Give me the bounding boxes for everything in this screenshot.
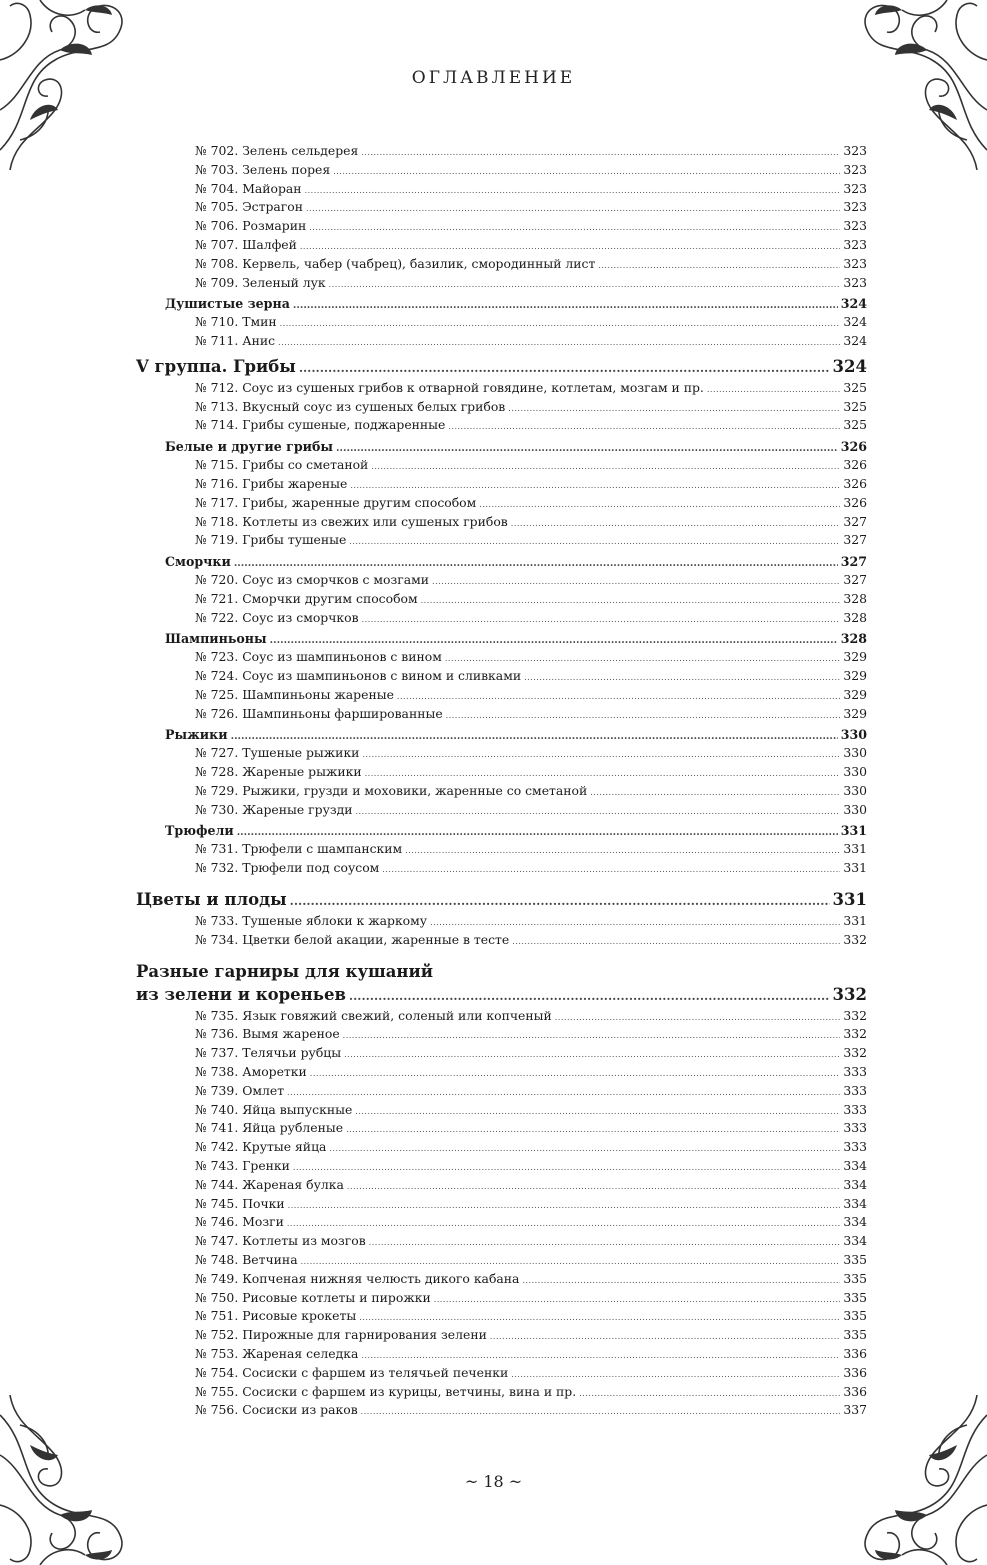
toc-page-number: 326: [843, 494, 867, 510]
toc-entry[interactable]: [136, 475, 867, 494]
dot-leader: [278, 334, 840, 353]
toc-entry[interactable]: [136, 801, 867, 820]
toc-page-number: 329: [843, 649, 867, 665]
toc-entry[interactable]: [136, 744, 867, 763]
dot-leader: [290, 889, 830, 913]
dot-leader: [362, 746, 840, 765]
toc-entry[interactable]: [136, 1138, 867, 1157]
dot-leader: [336, 439, 838, 458]
toc-entry[interactable]: [136, 840, 867, 859]
toc-subsection[interactable]: [136, 437, 867, 456]
dot-leader: [362, 611, 841, 630]
toc-entry-label: № 738. Аморетки: [195, 1064, 307, 1080]
toc-page-number: 324: [832, 356, 867, 376]
toc-page-number: 332: [843, 1026, 867, 1042]
toc-entry-label: № 756. Сосиски из раков: [195, 1402, 358, 1418]
dot-leader: [306, 200, 840, 219]
toc-entry[interactable]: [136, 705, 867, 724]
toc-entry[interactable]: [136, 1364, 867, 1383]
toc-page-number: 335: [843, 1270, 867, 1286]
dot-leader: [382, 861, 840, 880]
toc-page-number: 335: [843, 1252, 867, 1267]
toc-subsection-label: Сморчки: [165, 553, 231, 569]
toc-entry[interactable]: [136, 161, 867, 180]
toc-entry-label: № 733. Тушеные яблоки к жаркому: [195, 913, 428, 929]
toc-page-number: 333: [843, 1064, 867, 1080]
toc-entry-label: № 707. Шалфей: [195, 236, 297, 252]
toc-entry[interactable]: [136, 531, 867, 550]
toc-entry-label: № 717. Грибы, жаренные другим способом: [195, 494, 477, 510]
dot-leader: [287, 1084, 840, 1103]
toc-entry[interactable]: [136, 1119, 867, 1138]
dot-leader: [355, 1103, 840, 1122]
toc-entry[interactable]: [136, 1401, 867, 1420]
toc-entry-label: № 750. Рисовые котлеты и пирожки: [195, 1289, 431, 1305]
dot-leader: [524, 669, 840, 688]
dot-leader: [346, 1121, 840, 1140]
toc-page-number: 332: [843, 1007, 867, 1023]
toc-entry-label: № 714. Грибы сушеные, поджаренные: [195, 417, 446, 433]
dot-leader: [347, 1178, 840, 1197]
toc-group-label: V группа. Грибы: [136, 356, 296, 376]
toc-entry[interactable]: [136, 1232, 867, 1251]
toc-entry-label: № 739. Омлет: [195, 1082, 285, 1098]
toc-entry-label: № 754. Сосиски с фаршем из телячьей печенки: [195, 1364, 509, 1380]
toc-subsection[interactable]: [136, 552, 867, 571]
toc-page-number: 330: [843, 745, 867, 761]
toc-page-number: 336: [843, 1383, 867, 1399]
toc-page-number: 335: [843, 1289, 867, 1305]
toc-page-number: 323: [843, 180, 867, 196]
toc-page-number: 331: [843, 860, 867, 876]
toc-entry[interactable]: [136, 1251, 867, 1270]
dot-leader: [371, 458, 840, 477]
toc-entry[interactable]: [136, 1082, 867, 1101]
toc-group[interactable]: [136, 888, 867, 912]
dot-leader: [287, 1215, 840, 1234]
toc-page-number: 323: [843, 274, 867, 290]
toc-page-number: 323: [843, 199, 867, 215]
recipe-list: [136, 648, 867, 723]
dot-leader: [333, 163, 840, 182]
toc-page-number: 333: [843, 1120, 867, 1136]
toc-subsection-label: Рыжики: [165, 726, 228, 742]
recipe-list: [136, 912, 867, 950]
toc-entry-label: № 742. Крутые яйца: [195, 1139, 327, 1155]
toc-page-number: 325: [843, 417, 867, 433]
toc-page-number: 331: [843, 841, 867, 857]
toc-entry[interactable]: [136, 456, 867, 475]
toc-entry-label: № 740. Яйца выпускные: [195, 1101, 353, 1117]
toc-entry-label: № 736. Вымя жареное: [195, 1026, 340, 1042]
dot-leader: [522, 1272, 840, 1291]
toc-entry-label: № 737. Телячьи рубцы: [195, 1045, 342, 1061]
toc-page-number: 337: [843, 1402, 867, 1418]
toc-entry[interactable]: [136, 180, 867, 199]
toc-entry-label: № 710. Тмин: [195, 314, 277, 330]
dot-leader: [448, 418, 840, 437]
toc-group[interactable]: [136, 355, 867, 379]
dot-leader: [343, 1027, 841, 1046]
toc-entry-label: № 727. Тушеные рыжики: [195, 745, 360, 761]
toc-subsection[interactable]: [136, 821, 867, 840]
toc-entry[interactable]: [136, 1101, 867, 1120]
toc-entry-label: № 748. Ветчина: [195, 1252, 298, 1267]
toc-entry-label: № 731. Трюфели с шампанским: [195, 841, 403, 857]
toc-entry[interactable]: [136, 590, 867, 609]
toc-entry-label: № 719. Грибы тушеные: [195, 532, 347, 548]
dot-leader: [598, 257, 840, 276]
dot-leader: [309, 219, 840, 238]
toc-page-number: 329: [843, 686, 867, 702]
recipe-list: [136, 313, 867, 351]
toc-page-number: 324: [843, 314, 867, 330]
recipe-list: [136, 379, 867, 435]
toc-entry[interactable]: [136, 931, 867, 950]
toc-entry[interactable]: [136, 513, 867, 532]
toc-entry[interactable]: [136, 1289, 867, 1308]
dot-leader: [707, 381, 840, 400]
toc-page-number: 331: [840, 823, 867, 839]
toc-subsection-label: Трюфели: [165, 823, 234, 839]
toc-page-number: 334: [843, 1158, 867, 1174]
toc-subsection[interactable]: [136, 294, 867, 313]
recipe-list: [136, 840, 867, 878]
dot-leader: [490, 1328, 840, 1347]
toc-entry-label: № 730. Жареные грузди: [195, 801, 353, 817]
toc-entry[interactable]: [136, 255, 867, 274]
toc-entry[interactable]: [136, 1176, 867, 1195]
toc-entry-label: № 708. Кервель, чабер (чабрец), базилик, смородинный лист: [195, 255, 596, 271]
dot-leader: [369, 1234, 841, 1253]
page-title: ОГЛАВЛЕНИЕ: [411, 68, 576, 88]
table-of-contents: [136, 142, 867, 1420]
toc-entry-label: № 752. Пирожные для гарнирования зелени: [195, 1327, 487, 1343]
dot-leader: [479, 496, 840, 515]
toc-entry[interactable]: [136, 416, 867, 435]
toc-entry-label: № 741. Яйца рубленые: [195, 1120, 344, 1136]
toc-entry-label: № 734. Цветки белой акации, жаренные в тесте: [195, 931, 510, 947]
toc-page-number: 327: [843, 532, 867, 548]
toc-group-label[interactable]: Разные гарниры для кушаний: [136, 961, 433, 981]
toc-entry-label: № 728. Жареные рыжики: [195, 764, 362, 780]
toc-page-number: 334: [843, 1233, 867, 1249]
dot-leader: [397, 688, 840, 707]
toc-entry[interactable]: [136, 198, 867, 217]
dot-leader: [293, 296, 838, 315]
toc-entry-label: № 744. Жареная булка: [195, 1176, 344, 1192]
toc-page-number: 334: [843, 1214, 867, 1230]
toc-page-number: 327: [843, 572, 867, 588]
toc-page-number: 326: [840, 438, 867, 454]
toc-page-number: 330: [840, 726, 867, 742]
toc-page-number: 330: [843, 782, 867, 798]
toc-entry[interactable]: [136, 1007, 867, 1026]
toc-entry[interactable]: [136, 332, 867, 351]
toc-page-number: 325: [843, 398, 867, 414]
toc-entry-label: № 751. Рисовые крокеты: [195, 1308, 357, 1324]
toc-entry[interactable]: [136, 274, 867, 293]
toc-page-number: 323: [843, 143, 867, 158]
dot-leader: [280, 315, 841, 334]
toc-entry-label: № 705. Эстрагон: [195, 199, 303, 215]
dot-leader: [405, 842, 840, 861]
toc-entry[interactable]: [136, 782, 867, 801]
toc-group-label: из зелени и кореньев: [136, 984, 346, 1004]
toc-entry-label: № 724. Соус из шампиньонов с вином и сливками: [195, 668, 522, 684]
dot-leader: [299, 356, 830, 380]
recipe-list: [136, 1007, 867, 1421]
dot-leader: [349, 984, 830, 1008]
toc-entry-label: № 715. Грибы со сметаной: [195, 457, 369, 473]
toc-entry-label: № 755. Сосиски с фаршем из курицы, ветчины, вина и пр.: [195, 1383, 577, 1399]
toc-entry[interactable]: [136, 494, 867, 513]
recipe-list: [136, 142, 867, 292]
dot-leader: [421, 592, 841, 611]
recipe-list: [136, 744, 867, 819]
toc-group-label: Цветы и плоды: [136, 890, 287, 910]
toc-page-number: 332: [843, 1045, 867, 1061]
dot-leader: [590, 784, 840, 803]
toc-page-number: 327: [843, 513, 867, 529]
toc-entry-label: № 720. Соус из сморчков с мозгами: [195, 572, 430, 588]
toc-entry-label: № 732. Трюфели под соусом: [195, 860, 380, 876]
dot-leader: [446, 707, 841, 726]
dot-leader: [288, 1197, 841, 1216]
toc-page-number: 331: [843, 913, 867, 929]
toc-entry-label: № 721. Сморчки другим способом: [195, 590, 418, 606]
toc-page-number: 323: [843, 161, 867, 177]
recipe-list: [136, 456, 867, 550]
dot-leader: [293, 1159, 840, 1178]
dot-leader: [512, 933, 840, 952]
toc-page-number: 330: [843, 764, 867, 780]
toc-entry[interactable]: [136, 1270, 867, 1289]
toc-entry[interactable]: [136, 648, 867, 667]
toc-entry-label: № 726. Шампиньоны фаршированные: [195, 705, 443, 721]
toc-entry[interactable]: [136, 1383, 867, 1402]
toc-entry-label: № 713. Вкусный соус из сушеных белых грибов: [195, 398, 506, 414]
toc-page-number: 323: [843, 236, 867, 252]
toc-page-number: 336: [843, 1345, 867, 1361]
toc-page-number: 327: [840, 553, 867, 569]
dot-leader: [329, 1140, 840, 1159]
toc-subsection[interactable]: [136, 725, 867, 744]
toc-entry-label: № 753. Жареная селедка: [195, 1345, 359, 1361]
dot-leader: [329, 276, 841, 295]
dot-leader: [361, 1403, 841, 1422]
dot-leader: [344, 1046, 840, 1065]
recipe-list: [136, 571, 867, 627]
toc-page-number: 334: [843, 1195, 867, 1211]
toc-entry[interactable]: [136, 1044, 867, 1063]
toc-entry[interactable]: [136, 236, 867, 255]
toc-page-number: 332: [832, 984, 867, 1004]
toc-entry-label: № 743. Гренки: [195, 1158, 290, 1174]
toc-entry-label: № 712. Соус из сушеных грибов к отварной говядине, котлетам, мозгам и пр.: [195, 379, 704, 395]
dot-leader: [356, 803, 841, 822]
toc-entry-label: № 725. Шампиньоны жареные: [195, 686, 394, 702]
dot-leader: [579, 1385, 840, 1404]
dot-leader: [555, 1009, 841, 1028]
toc-page-number: 329: [843, 705, 867, 721]
toc-page-number: 324: [840, 295, 867, 311]
dot-leader: [508, 400, 840, 419]
page-number: ~ 18 ~: [464, 1472, 523, 1491]
toc-entry-label: № 749. Копченая нижняя челюсть дикого кабана: [195, 1270, 520, 1286]
toc-entry-label: № 704. Майоран: [195, 180, 302, 196]
toc-subsection-label: Белые и другие грибы: [165, 438, 334, 454]
toc-entry[interactable]: [136, 912, 867, 931]
toc-page-number: 329: [843, 668, 867, 684]
dot-leader: [434, 1291, 841, 1310]
toc-entry-label: № 729. Рыжики, грузди и моховики, жаренные со сметаной: [195, 782, 588, 798]
toc-entry[interactable]: [136, 1326, 867, 1345]
toc-page-number: 325: [843, 379, 867, 395]
toc-page-number: 335: [843, 1327, 867, 1343]
dot-leader: [361, 144, 840, 163]
toc-entry-label: № 706. Розмарин: [195, 218, 307, 234]
toc-entry[interactable]: [136, 1345, 867, 1364]
toc-page-number: 323: [843, 255, 867, 271]
toc-entry-label: № 709. Зеленый лук: [195, 274, 326, 290]
toc-entry[interactable]: [136, 1157, 867, 1176]
dot-leader: [432, 573, 840, 592]
toc-entry[interactable]: [136, 398, 867, 417]
toc-entry[interactable]: [136, 763, 867, 782]
toc-entry-label: № 747. Котлеты из мозгов: [195, 1233, 366, 1249]
toc-page-number: 334: [843, 1176, 867, 1192]
toc-entry-label: № 722. Соус из сморчков: [195, 609, 359, 625]
toc-page-number: 323: [843, 218, 867, 234]
toc-entry[interactable]: [136, 1195, 867, 1214]
toc-page-number: 331: [832, 890, 867, 910]
toc-entry-label: № 745. Почки: [195, 1195, 285, 1211]
toc-entry-label: № 711. Анис: [195, 333, 276, 349]
toc-entry[interactable]: [136, 142, 867, 161]
dot-leader: [511, 515, 841, 534]
toc-entry[interactable]: [136, 1307, 867, 1326]
toc-page-number: 326: [843, 475, 867, 491]
toc-entry[interactable]: [136, 686, 867, 705]
toc-entry[interactable]: [136, 1025, 867, 1044]
toc-subsection-label: Душистые зерна: [165, 295, 290, 311]
toc-page-number: 324: [843, 333, 867, 349]
toc-page-number: 332: [843, 931, 867, 947]
toc-page-number: 326: [843, 457, 867, 473]
toc-page-number: 333: [843, 1139, 867, 1155]
toc-entry[interactable]: [136, 571, 867, 590]
toc-entry[interactable]: [136, 859, 867, 878]
toc-entry-label: № 746. Мозги: [195, 1214, 284, 1230]
toc-page-number: 333: [843, 1101, 867, 1117]
toc-entry-label: № 716. Грибы жареные: [195, 475, 348, 491]
toc-page-number: 328: [843, 590, 867, 606]
toc-page-number: 328: [843, 609, 867, 625]
toc-page-number: 336: [843, 1364, 867, 1380]
toc-entry[interactable]: [136, 217, 867, 236]
toc-entry-label: № 718. Котлеты из свежих или сушеных грибов: [195, 513, 508, 529]
toc-entry[interactable]: [136, 1213, 867, 1232]
toc-entry-label: № 703. Зелень порея: [195, 161, 331, 177]
toc-page-number: 328: [840, 630, 867, 646]
toc-subsection[interactable]: [136, 629, 867, 648]
dot-leader: [349, 533, 840, 552]
toc-group[interactable]: [136, 983, 867, 1007]
toc-entry-label: № 735. Язык говяжий свежий, соленый или копченый: [195, 1007, 552, 1023]
toc-entry[interactable]: [136, 313, 867, 332]
toc-entry[interactable]: [136, 1063, 867, 1082]
toc-page-number: 335: [843, 1308, 867, 1324]
dot-leader: [310, 1065, 841, 1084]
toc-entry[interactable]: [136, 379, 867, 398]
toc-subsection-label: Шампиньоны: [165, 630, 267, 646]
toc-entry-label: № 723. Соус из шампиньонов с вином: [195, 649, 442, 665]
toc-entry[interactable]: [136, 609, 867, 628]
toc-page-number: 330: [843, 801, 867, 817]
toc-page-number: 333: [843, 1082, 867, 1098]
dot-leader: [305, 182, 841, 201]
toc-entry[interactable]: [136, 667, 867, 686]
toc-entry-label: № 702. Зелень сельдерея: [195, 143, 359, 158]
